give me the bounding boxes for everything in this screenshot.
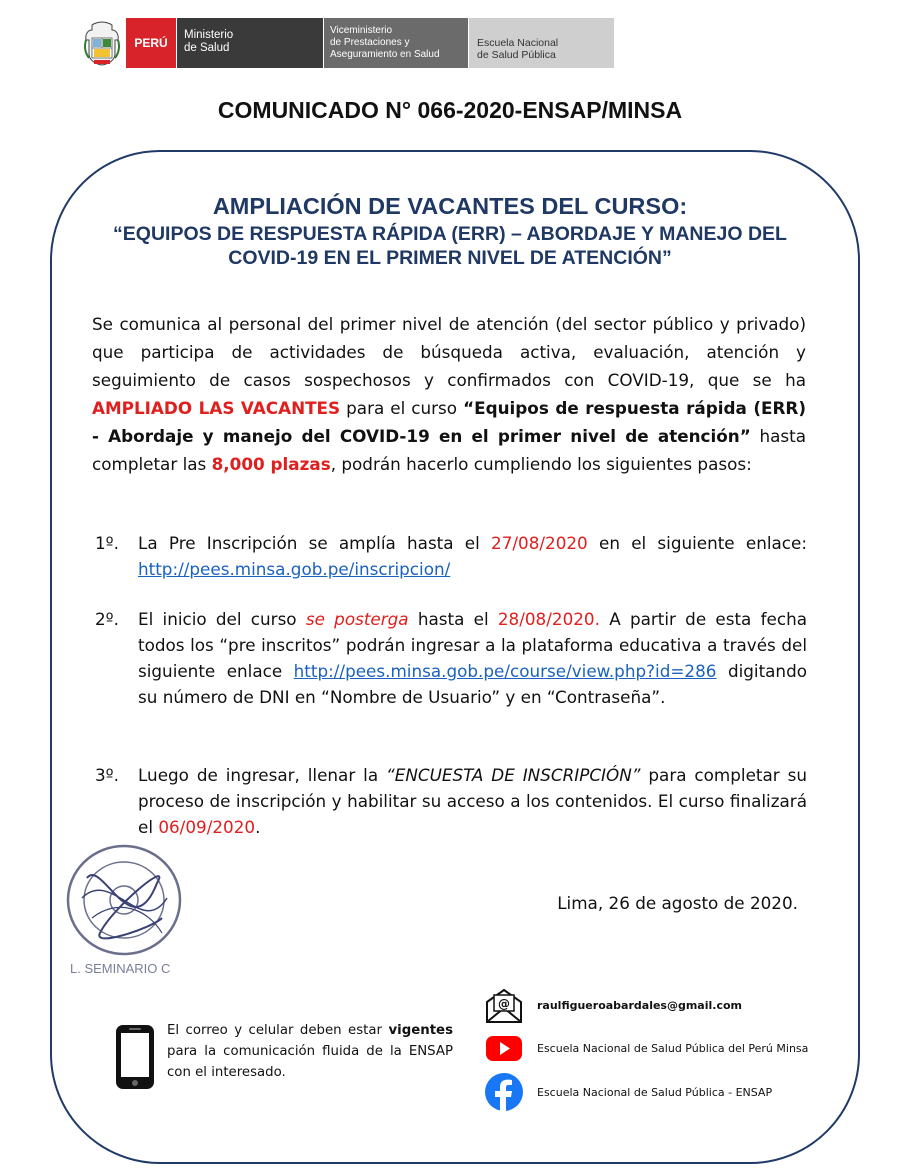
- intro-text-4: , podrán hacerlo cumpliendo los siguientes pasos:: [330, 454, 752, 474]
- course-name: “Equipos de respuesta rápida (ERR) - Abordaje y manejo del COVID-19 en el primer nivel de atención”: [92, 398, 806, 446]
- document-heading: COMUNICADO N° 066-2020-ENSAP/MINSA: [217, 97, 683, 123]
- ministerio-line1: Ministerio: [184, 29, 234, 41]
- contact-facebook[interactable]: [483, 1071, 772, 1113]
- step-2-text-b: hasta el: [408, 609, 498, 629]
- header-logos: [80, 18, 614, 68]
- step-number: 1º.: [95, 533, 119, 553]
- step-3-text-c: .: [255, 817, 261, 837]
- vice-line2: de Prestaciones y: [330, 37, 410, 48]
- step-text: [138, 606, 807, 710]
- ministerio-line2: de Salud: [184, 42, 230, 54]
- ministerio-logo: [176, 18, 323, 68]
- step-2-text-c: A partir de esta fecha todos los “pre inscritos” podrán ingresar a la plataforma educativa a través del siguiente enlace: [138, 609, 807, 681]
- peru-coat-of-arms-icon: [80, 18, 124, 68]
- announcement-title: AMPLIACIÓN DE VACANTES DEL CURSO:: [212, 193, 688, 219]
- intro-text-2: para el curso: [340, 398, 464, 418]
- mobile-phone-icon: [114, 1023, 156, 1091]
- step-2: [95, 606, 807, 710]
- intro-paragraph: [92, 310, 806, 478]
- step-3-text-b: para completar su proceso de inscripción y habilitar su acceso a los contenidos. El curso finalizará el: [138, 765, 807, 837]
- intro-text-1: Se comunica al personal del primer nivel de atención (del sector público y privado) que participa de actividades de búsqueda activa, evaluación, atención y seguimiento de casos sospechosos y confirmados con COVID-19, que se ha: [92, 314, 806, 390]
- course-start-date: 28/08/2020.: [497, 609, 600, 629]
- course-title: “EQUIPOS DE RESPUESTA RÁPIDA (ERR) – ABORDAJE Y MANEJO DEL COVID-19 EN EL PRIMER NIVEL DE ATENCIÓN”: [113, 223, 787, 269]
- escuela-line2: de Salud Pública: [477, 49, 556, 61]
- step-2-text-d: digitando su número de DNI en “Nombre de Usuario” y en “Contraseña”.: [138, 661, 807, 707]
- email-icon: [483, 984, 525, 1026]
- note-text-b: para la comunicación fluida de la ENSAP con el interesado.: [167, 1044, 453, 1080]
- youtube-channel-name: Escuela Nacional de Salud Pública del Perú Minsa: [537, 1041, 809, 1055]
- registration-link[interactable]: http://pees.minsa.gob.pe/inscripcion/: [138, 559, 451, 579]
- step-number: 2º.: [95, 609, 119, 629]
- step-text: [138, 762, 807, 840]
- seal-caption: L. SEMINARIO C: [70, 961, 171, 976]
- step-1-text-a: La Pre Inscripción se amplía hasta el: [138, 533, 492, 553]
- note-text-a: El correo y celular deben estar: [167, 1023, 389, 1038]
- vice-line1: Viceministerio: [330, 25, 393, 36]
- course-link[interactable]: http://pees.minsa.gob.pe/course/view.php?id=286: [293, 661, 717, 681]
- step-3: [95, 762, 807, 840]
- contact-validity-note: [167, 1020, 453, 1083]
- vice-line3: Aseguramiento en Salud: [330, 49, 440, 60]
- viceministerio-logo: [323, 18, 468, 68]
- survey-name: “ENCUESTA DE INSCRIPCIÓN”: [386, 765, 641, 785]
- official-seal-stamp: [62, 838, 192, 978]
- date-line: Lima, 26 de agosto de 2020.: [557, 893, 798, 913]
- step-1: [95, 530, 807, 582]
- step-text: [138, 530, 807, 582]
- postponed-emphasis: se posterga: [305, 609, 409, 629]
- course-end-date: 06/09/2020: [158, 817, 256, 837]
- facebook-page-name: Escuela Nacional de Salud Pública - ENSAP: [537, 1085, 773, 1099]
- svg-text:@: @: [498, 997, 510, 1011]
- step-1-text-b: en el siguiente enlace:: [587, 533, 807, 553]
- note-bold: vigentes: [388, 1023, 453, 1038]
- step-2-text-a: El inicio del curso: [138, 609, 306, 629]
- escuela-line1: Escuela Nacional: [477, 37, 559, 49]
- facebook-icon: [483, 1071, 525, 1113]
- pre-registration-date: 27/08/2020: [491, 533, 588, 553]
- email-address: raulfigueroabardales@gmail.com: [537, 998, 742, 1012]
- contact-email[interactable]: [483, 984, 742, 1026]
- youtube-icon: [483, 1027, 525, 1069]
- vacancies-highlight: AMPLIADO LAS VACANTES: [92, 398, 341, 418]
- peru-badge: PERÚ: [126, 18, 176, 68]
- step-3-text-a: Luego de ingresar, llenar la: [138, 765, 387, 785]
- contact-youtube[interactable]: [483, 1027, 808, 1069]
- slots-highlight: 8,000 plazas: [211, 454, 331, 474]
- step-number: 3º.: [95, 765, 119, 785]
- intro-text-3: hasta completar las: [92, 426, 806, 474]
- escuela-logo: [468, 18, 614, 68]
